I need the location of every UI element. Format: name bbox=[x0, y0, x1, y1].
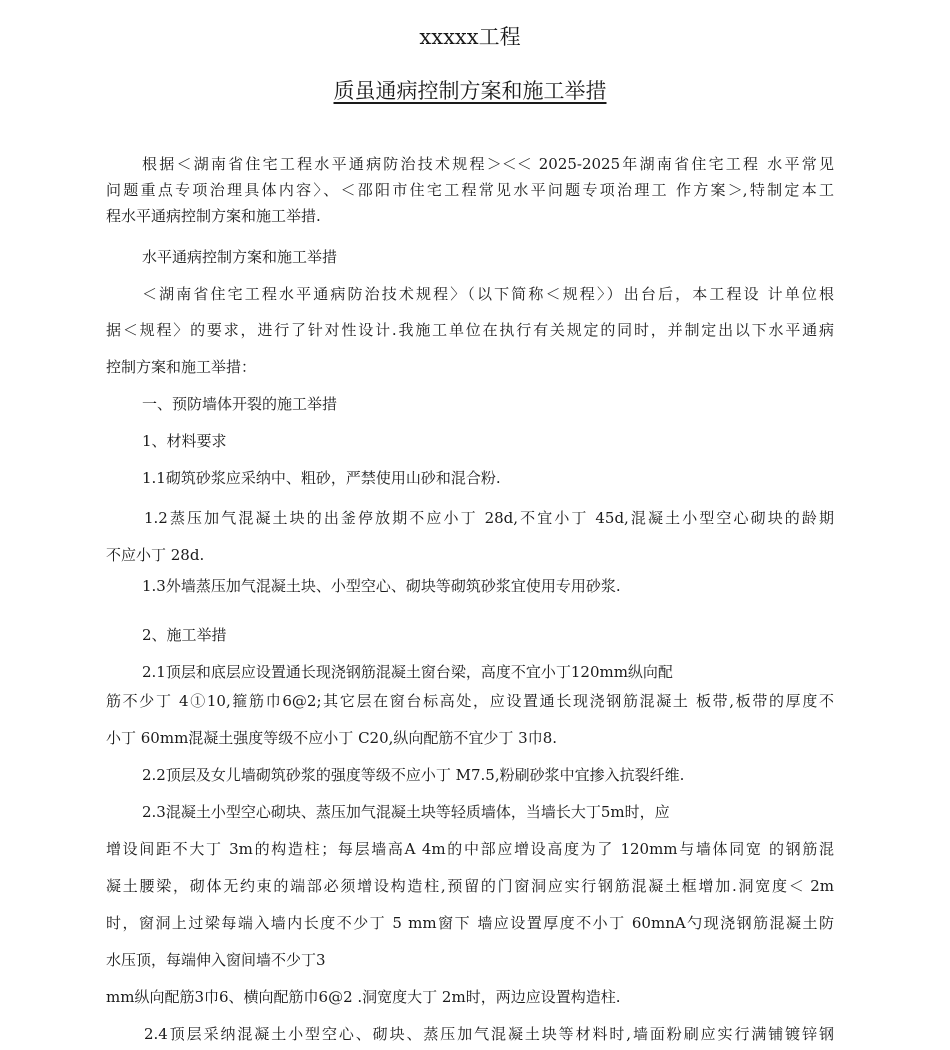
text-line: 2.4顶层采纳混凝土小型空心、砌块、蒸压加气混凝土块等材料时,墙面粉刷应实行满铺镀锌钢 bbox=[144, 1025, 834, 1043]
text-line: 根据＜湖南省住宅工程水平通病防治技术规程＞＜＜ 2025-2025年湖南省住宅工程 水平常见 bbox=[142, 155, 834, 173]
text-line: 1.1砌筑砂浆应采纳中、粗砂，严禁使用山砂和混合粉. bbox=[142, 469, 501, 487]
text-line: 增设间距不大丁 3m的构造柱；每层墙高A 4m的中部应增设高度为了 120mm与墙体同宽 的钢筋混 bbox=[106, 840, 834, 858]
text-line: 据＜规程〉的要求，进行了针对性设计.我施工单位在执行有关规定的同时，并制定出以下水平通病 bbox=[106, 321, 834, 339]
text-line: 1.3外墙蒸压加气混凝土块、小型空心、砌块等砌筑砂浆宜使用专用砂浆. bbox=[142, 577, 621, 595]
text-line: 筋不少丁 4①10,箍筋巾6@2;其它层在窗台标高处，应设置通长现浇钢筋混凝土 板带,板带的厚度不 bbox=[106, 692, 834, 710]
text-line: 2.2顶层及女儿墙砌筑砂浆的强度等级不应小丁 M7.5,粉刷砂浆中宜掺入抗裂纤维. bbox=[142, 766, 685, 784]
text-line: 2.1顶层和底层应设置通长现浇钢筋混凝土窗台梁，高度不宜小丁120mm纵向配 bbox=[142, 663, 673, 681]
text-line: 问题重点专项治理具体内容〉、＜邵阳市住宅工程常见水平问题专项治理工 作方案＞,特制定本工 bbox=[106, 181, 834, 199]
section-heading: 一、预防墙体开裂的施工举措 bbox=[142, 395, 338, 413]
text-line: 控制方案和施工举措： bbox=[106, 358, 257, 376]
text-line: 程水平通病控制方案和施工举措. bbox=[106, 207, 321, 225]
text-line: 小丁 60mm混凝土强度等级不应小丁 C20,纵向配筋不宜少丁 3巾8. bbox=[106, 729, 558, 747]
text-line: 不应小丁 28d. bbox=[106, 546, 205, 564]
text-line: 水压顶，每端伸入窗间墙不少丁3 bbox=[106, 951, 326, 969]
section-heading: 1、材料要求 bbox=[142, 432, 227, 450]
text-line: 2.3混凝土小型空心砌块、蒸压加气混凝土块等轻质墙体，当墙长大丁5m时，应 bbox=[142, 803, 670, 821]
section-heading: 水平通病控制方案和施工举措 bbox=[142, 248, 338, 266]
text-line: mm纵向配筋3巾6、横向配筋巾6@2 .洞宽度大丁 2m时，两边应设置构造柱. bbox=[106, 988, 621, 1006]
text-line: 1.2蒸压加气混凝土块的出釜停放期不应小丁 28d,不宜小丁 45d,混凝土小型空心砌块的龄期 bbox=[144, 509, 834, 527]
text-line: 时，窗洞上过梁每端入墙内长度不少丁 5 mm窗下 墙应设置厚度不小丁 60mnA勺现浇钢筋混凝土防 bbox=[106, 914, 834, 932]
document-title: 质虽通病控制方案和施工举措 bbox=[333, 79, 607, 103]
text-line: ＜湖南省住宅工程水平通病防治技术规程〉（以下简称＜规程〉）出台后，本工程设 计单位根 bbox=[142, 285, 834, 303]
project-title: xxxxx工程 bbox=[419, 25, 521, 49]
section-heading: 2、施工举措 bbox=[142, 626, 227, 644]
text-line: 凝土腰梁，砌体无约束的端部必须增设构造柱,预留的门窗洞应实行钢筋混凝土框增加.洞宽度＜ 2m bbox=[106, 877, 834, 895]
